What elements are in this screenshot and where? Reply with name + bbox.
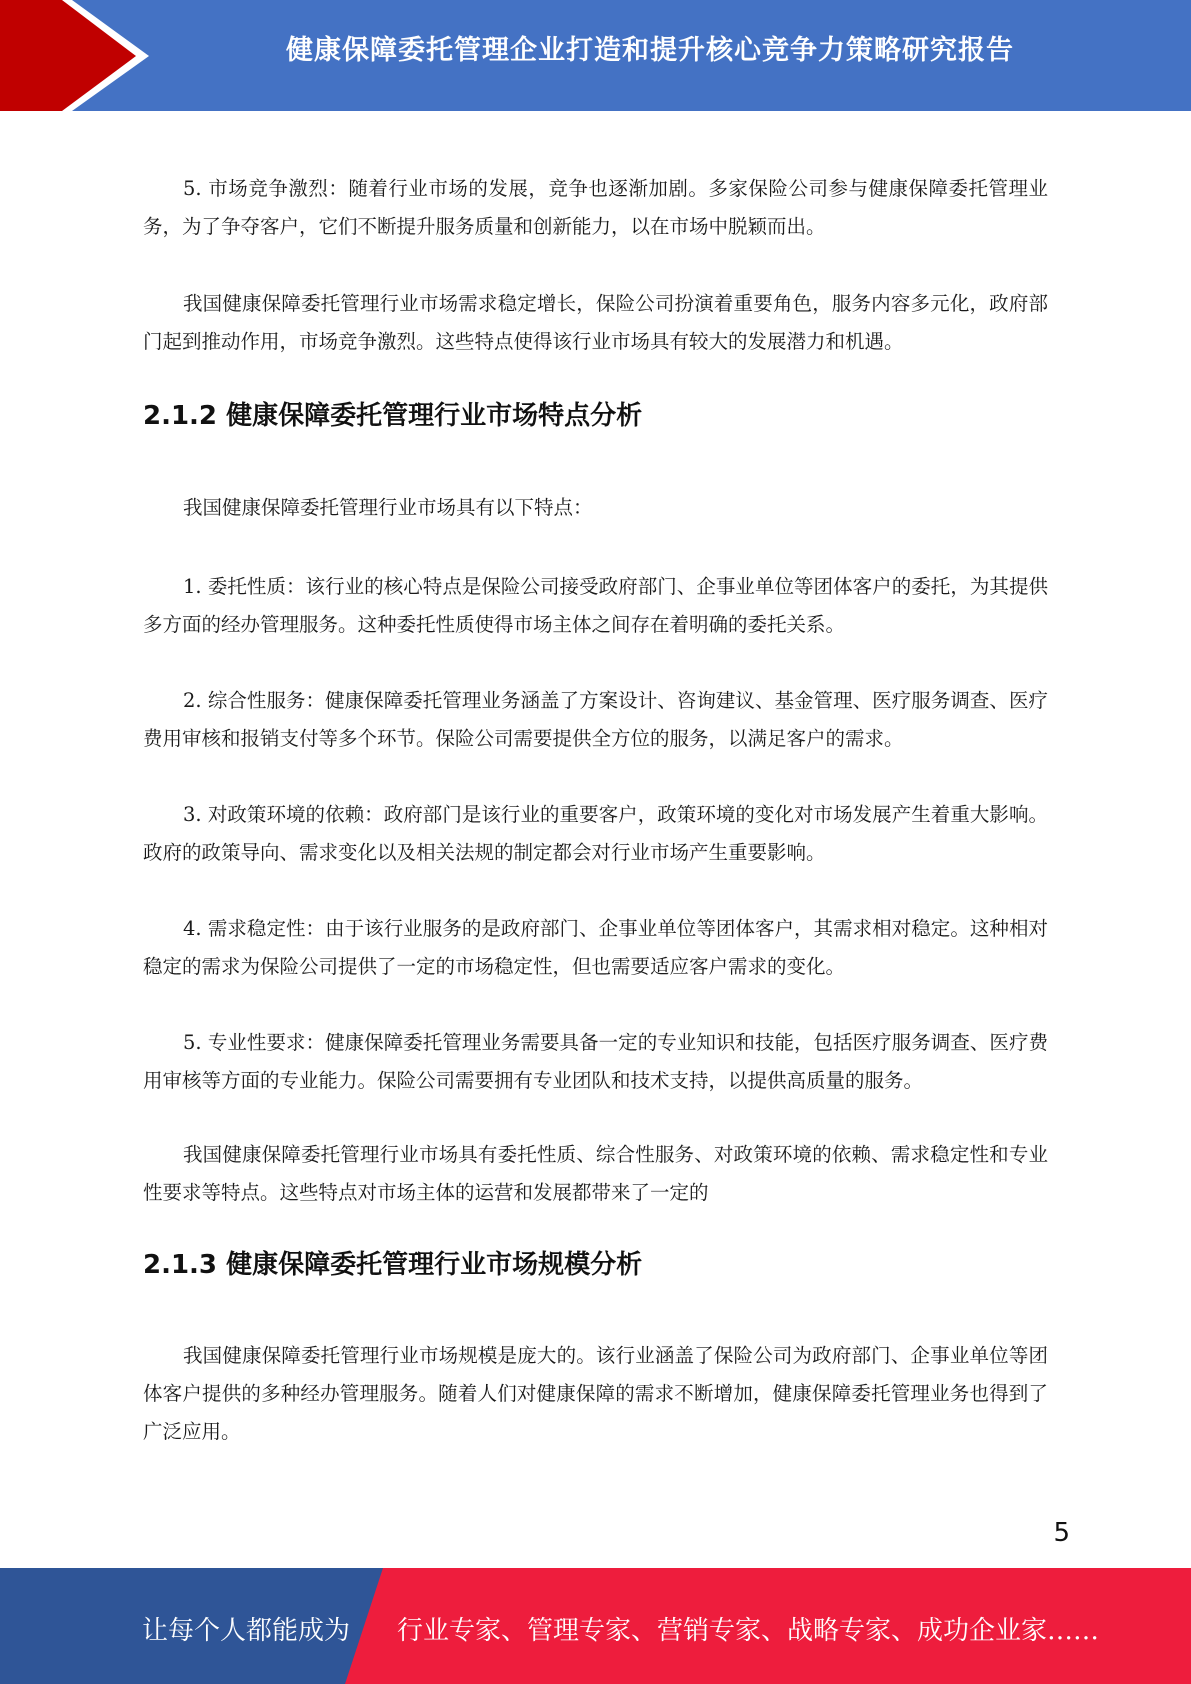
list-item: 2. 综合性服务：健康保障委托管理业务涵盖了方案设计、咨询建议、基金管理、医疗服务调查、医疗费用审核和报销支付等多个环节。保险公司需要提供全方位的服务，以满足客户的需求。 <box>143 689 1048 750</box>
footer-slogan-right: 行业专家、管理专家、营销专家、战略专家、成功企业家…… <box>397 1616 1100 1646</box>
paragraph: 我国健康保障委托管理行业市场规模是庞大的。该行业涵盖了保险公司为政府部门、企事业单位等团体客户提供的多种经办管理服务。随着人们对健康保障的需求不断增加，健康保障委托管理业务也得到了广泛应用。 <box>143 1344 1048 1443</box>
paragraph: 我国健康保障委托管理行业市场具有委托性质、综合性服务、对政策环境的依赖、需求稳定性和专业性要求等特点。这些特点对市场主体的运营和发展都带来了一定的 <box>143 1143 1048 1204</box>
paragraph: 我国健康保障委托管理行业市场具有以下特点： <box>183 496 593 519</box>
page-footer <box>0 1568 1191 1684</box>
paragraph: 我国健康保障委托管理行业市场需求稳定增长，保险公司扮演着重要角色，服务内容多元化，政府部门起到推动作用，市场竞争激烈。这些特点使得该行业市场具有较大的发展潜力和机遇。 <box>143 292 1048 353</box>
page-body <box>143 170 1048 1489</box>
list-item: 1. 委托性质：该行业的核心特点是保险公司接受政府部门、企事业单位等团体客户的委托，为其提供多方面的经办管理服务。这种委托性质使得市场主体之间存在着明确的委托关系。 <box>143 575 1048 636</box>
report-title: 健康保障委托管理企业打造和提升核心竞争力策略研究报告 <box>286 35 1014 66</box>
footer-slogan-left: 让每个人都能成为 <box>142 1616 351 1646</box>
list-item: 3. 对政策环境的依赖：政府部门是该行业的重要客户，政策环境的变化对市场发展产生着重大影响。政府的政策导向、需求变化以及相关法规的制定都会对行业市场产生重要影响。 <box>143 803 1048 864</box>
page-header <box>0 0 1191 111</box>
section-heading: 2.1.2 健康保障委托管理行业市场特点分析 <box>143 401 643 431</box>
paragraph: 5. 市场竞争激烈：随着行业市场的发展，竞争也逐渐加剧。多家保险公司参与健康保障委托管理业务，为了争夺客户，它们不断提升服务质量和创新能力，以在市场中脱颖而出。 <box>143 177 1048 238</box>
page-number: 5 <box>1053 1518 1070 1548</box>
section-heading: 2.1.3 健康保障委托管理行业市场规模分析 <box>143 1250 643 1280</box>
list-item: 5. 专业性要求：健康保障委托管理业务需要具备一定的专业知识和技能，包括医疗服务调查、医疗费用审核等方面的专业能力。保险公司需要拥有专业团队和技术支持，以提供高质量的服务。 <box>143 1031 1048 1092</box>
list-item: 4. 需求稳定性：由于该行业服务的是政府部门、企事业单位等团体客户，其需求相对稳定。这种相对稳定的需求为保险公司提供了一定的市场稳定性，但也需要适应客户需求的变化。 <box>143 917 1048 978</box>
